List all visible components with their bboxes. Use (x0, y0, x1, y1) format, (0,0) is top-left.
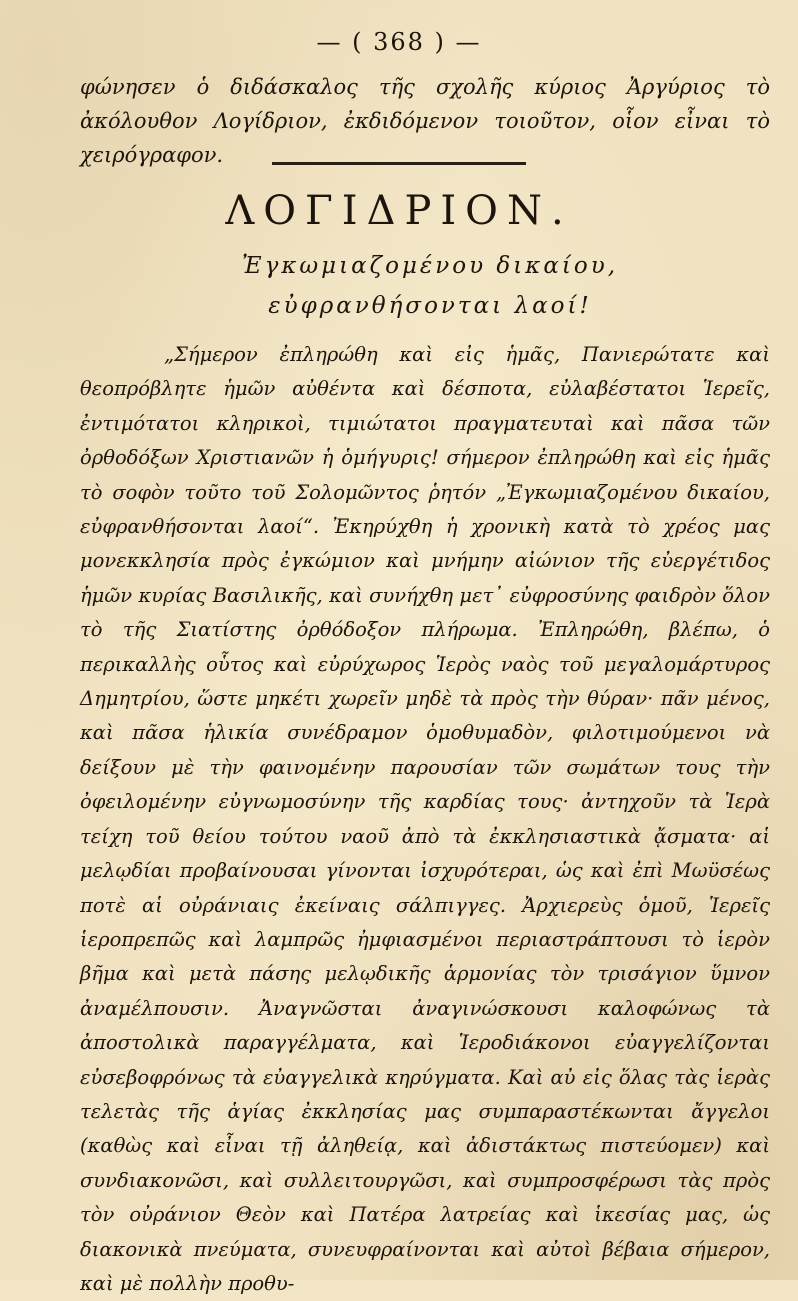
section-title: ΛΟΓΙΔΡΙΟΝ. (225, 188, 573, 234)
divider-rule (272, 162, 526, 165)
section-subtitle: Ἐγκωμιαζομένου δικαίου, εὐφρανθήσονται λαοί! (241, 253, 619, 319)
page-number: — ( 368 ) — (316, 28, 482, 56)
body-paragraph: „Σήμερον ἐπληρώθη καὶ εἰς ἡμᾶς, Πανιερώτατε καὶ θεοπρόβλητε ἡμῶν αὐθέντα καὶ δέσποτα, εὐλαβέστατοι Ἱερεῖς, ἐντιμότατοι κληρικοὶ, τιμιώτατοι πραγματευταὶ καὶ πᾶσα τῶν ὀρθοδόξων Χριστιανῶν ἡ ὁμήγυρις! σήμερον ἐπληρώθη καὶ εἰς ἡμᾶς τὸ σοφὸν τοῦτο τοῦ Σολομῶντος ῥητόν „Ἐγκωμιαζομένου δικαίου, εὐφρανθήσονται λαοί“. Ἐκηρύχθη ἡ χρονικὴ κατὰ τὸ χρέος μας μονεκκλησία πρὸς ἐγκώμιον καὶ μνήμην αἰώνιον τῆς εὐεργέτιδος ἡμῶν κυρίας Βασιλικῆς, καὶ συνήχθη μετ᾽ εὐφροσύνης φαιδρὸν ὅλον τὸ τῆς Σιατίστης ὀρθόδοξον πλήρωμα. Ἐπληρώθη, βλέπω, ὁ περικαλλὴς οὗτος καὶ εὐρύχωρος Ἱερὸς ναὸς τοῦ μεγαλομάρτυρος Δημητρίου, ὥστε μηκέτι χωρεῖν μηδὲ τὰ πρὸς τὴν θύραν· πᾶν μένος, καὶ πᾶσα ἡλικία συνέδραμον ὁμοθυμαδὸν, φιλοτιμούμενοι νὰ δείξουν μὲ τὴν φαινομένην παρουσίαν τῶν σωμάτων τους τὴν ὀφειλομένην εὐγνωμοσύνην τῆς καρδίας τους· ἀντηχοῦν τὰ Ἱερὰ τείχη τοῦ θείου τούτου ναοῦ ἀπὸ τὰ ἐκκλησιαστικὰ ᾄσματα· αἱ μελῳδίαι προβαίνουσαι γίνονται ἰσχυρότεραι, ὡς καὶ ἐπὶ Μωϋσέως ποτὲ αἱ οὐράνιαις ἐκείναις σάλπιγγες. Ἀρχιερεὺς ὁμοῦ, Ἱερεῖς ἱεροπρεπῶς καὶ λαμπρῶς ἠμφιασμένοι περιαστράπτουσι τὸ ἱερὸν βῆμα καὶ μετὰ πάσης μελῳδικῆς ἁρμονίας τὸν τρισάγιον ὕμνον ἀναμέλπουσιν. Ἀναγνῶσται ἀναγινώσκουσι καλοφώνως τὰ ἀποστολικὰ παραγγέλματα, καὶ Ἱεροδιάκονοι εὐαγγελίζονται εὐσεβοφρόνως τὰ εὐαγγελικὰ κηρύγματα. Καὶ αὐ εἰς ὅλας τὰς ἱερὰς τελετὰς τῆς ἁγίας ἐκκλησίας μας συμπαραστέκωνται ἄγγελοι (καθὼς καὶ εἶναι τῇ ἀληθείᾳ, καὶ ἀδιστάκτως πιστεύομεν) καὶ συνδιακονῶσι, καὶ συλλειτουργῶσι, καὶ συμπροσφέρωσι τὰς πρὸς τὸν οὐράνιον Θεὸν καὶ Πατέρα λατρείας καὶ ἱκεσίας μας, ὡς διακονικὰ πνεύματα, συνευφραίνονται καὶ αὐτοὶ βέβαια σήμερον, καὶ μὲ πολλὴν προθυ- (80, 343, 770, 1295)
intro-paragraph: φώνησεν ὁ διδάσκαλος τῆς σχολῆς κύριος Ἀργύριος τὸ ἀκόλουθον Λογίδριον, ἐκδιδόμενον τοιοῦτον, οἷον εἶναι τὸ χειρόγραφον. (80, 75, 770, 167)
